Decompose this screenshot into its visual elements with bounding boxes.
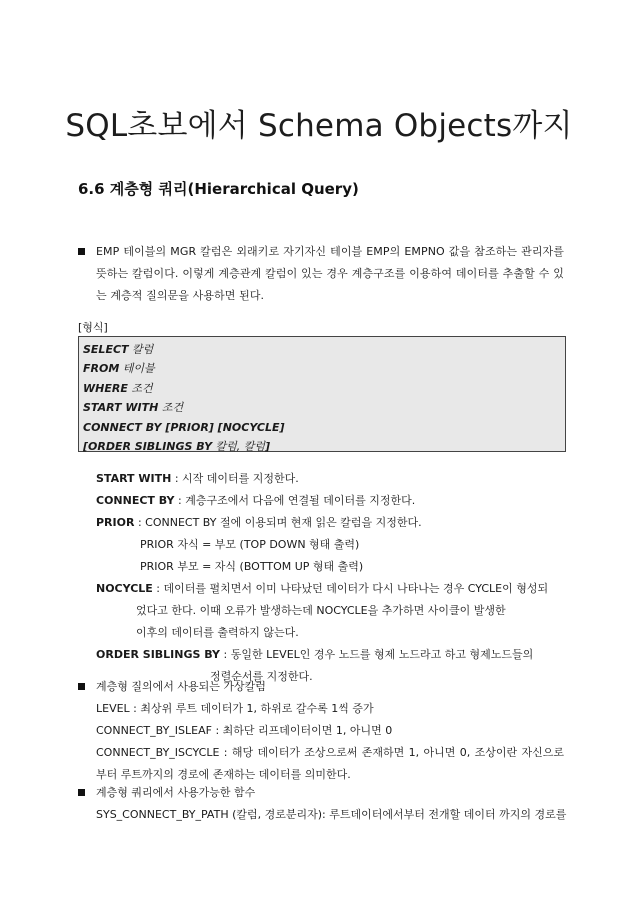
square-bullet-icon [78, 789, 85, 796]
intro-paragraph [78, 241, 564, 307]
pseudo-isleaf: CONNECT_BY_ISLEAF : 최하단 리프데이터이면 1, 아니면 0 [96, 724, 393, 737]
syntax-line-start-with: START WITH 조건 [83, 401, 184, 415]
desc-prior-bottomup: PRIOR 부모 = 자식 (BOTTOM UP 형태 출력) [140, 560, 364, 573]
syntax-line-select: SELECT 칼럼 [83, 343, 154, 356]
function-sys-connect-by-path: SYS_CONNECT_BY_PATH (칼럼, 경로분리자): 루트데이터에서부터 전개할 데이터 까지의 경로를 [96, 808, 567, 821]
section-heading: 6.6 계층형 쿼리(Hierarchical Query) [78, 180, 359, 198]
pseudo-level: LEVEL : 최상위 루트 데이터가 1, 하위로 갈수록 1씩 증가 [96, 702, 374, 715]
functions-heading: 계층형 쿼리에서 사용가능한 함수 [78, 782, 564, 804]
desc-prior-topdown: PRIOR 자식 = 부모 (TOP DOWN 형태 출력) [140, 538, 360, 551]
functions-section [78, 782, 567, 826]
desc-prior: PRIOR : CONNECT BY 절에 이용되며 현재 읽은 칼럼을 지정한다. [96, 516, 422, 529]
pseudo-iscycle: CONNECT_BY_ISCYCLE : 해당 데이터가 조상으로써 존재하면 1, 아니면 0, 조상이란 자신으로부터 루트까지의 경로에 존재하는 데이터를 의미한다. [96, 746, 564, 781]
intro-text: EMP 테이블의 MGR 칼럼은 외래키로 자기자신 테이블 EMP의 EMPNO 값을 참조하는 관리자를 뜻하는 칼럼이다. 이렇게 계층관계 칼럼이 있는 경우 계층구조를 이용하여 데이터를 추출할 수 있는 계층적 질의문을 사용하면 된다. [96, 245, 564, 302]
desc-start-with: START WITH : 시작 데이터를 지정한다. [96, 472, 299, 485]
desc-nocycle-line2: 었다고 한다. 이때 오류가 발생하는데 NOCYCLE을 추가하면 사이클이 발생한 [136, 604, 506, 617]
desc-order-siblings: ORDER SIBLINGS BY : 동일한 LEVEL인 경우 노드를 형제 노드라고 하고 형제노드들의 [96, 648, 534, 661]
square-bullet-icon [78, 683, 85, 690]
syntax-box [78, 336, 566, 452]
pseudo-heading: 계층형 질의에서 사용되는 가상칼럼 [78, 676, 564, 698]
syntax-line-from: FROM 테이블 [83, 362, 155, 376]
form-label: [형식] [78, 321, 108, 334]
syntax-line-order-siblings: [ORDER SIBLINGS BY 칼럼, 칼럼] [83, 440, 271, 454]
syntax-line-where: WHERE 조건 [83, 381, 153, 395]
desc-order-siblings-line2: 정렬순서를 지정한다. [210, 670, 313, 683]
desc-nocycle-line3: 이후의 데이터를 출력하지 않는다. [136, 626, 299, 639]
square-bullet-icon [78, 248, 85, 255]
document-title: SQL초보에서 Schema Objects까지 [65, 108, 573, 144]
syntax-line-connect-by: CONNECT BY [PRIOR] [NOCYCLE] [83, 420, 285, 434]
clause-descriptions [96, 468, 566, 688]
desc-connect-by: CONNECT BY : 계층구조에서 다음에 연결될 데이터를 지정한다. [96, 494, 416, 507]
desc-nocycle: NOCYCLE : 데이터를 펼치면서 이미 나타났던 데이터가 다시 나타나는 경우 CYCLE이 형성되 [96, 582, 549, 595]
pseudo-columns-section [78, 676, 564, 786]
